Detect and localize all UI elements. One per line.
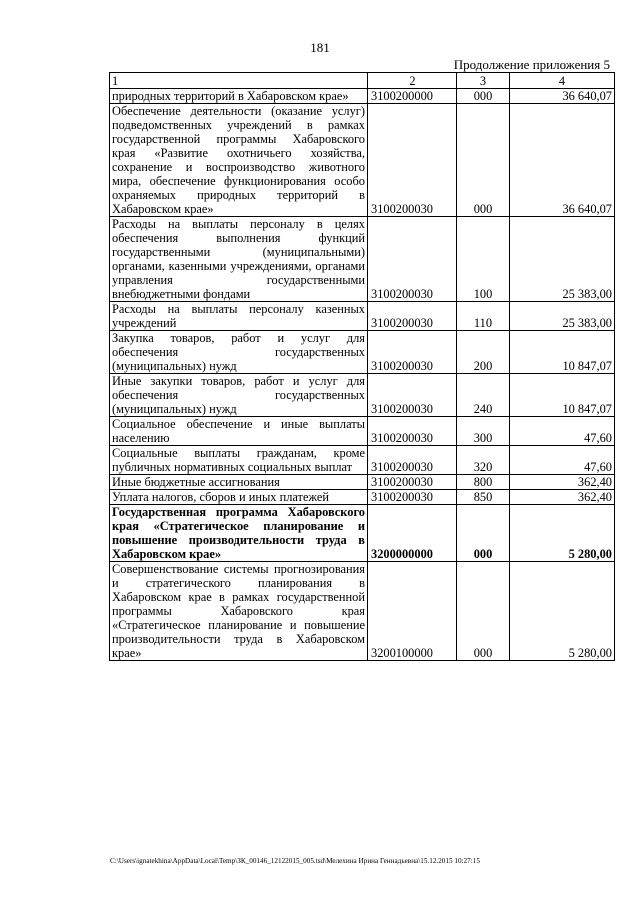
row-name-cell: Обеспечение деятельности (оказание услуг) подведомственных учреждений в рамках государственной программы Хабаровского края «Развитие охотничьего хозяйства, сохранение и воспроизводство животного мира, обеспечение функционирования особо охраняемых природных территорий в Хабаровском крае» [110, 104, 368, 217]
row-code-cell: 3100200030 [368, 446, 457, 475]
row-code-cell: 3100200030 [368, 302, 457, 331]
row-name-cell: Расходы на выплаты персоналу в целях обеспечения выполнения функций государственными (муниципальными) органами, казенными учреждениями, органами управления государственными внебюджетными фондами [110, 217, 368, 302]
row-amount-cell: 47,60 [510, 446, 615, 475]
table-row [110, 475, 615, 490]
table-row [110, 104, 615, 217]
row-name-cell: Расходы на выплаты персоналу казенных учреждений [110, 302, 368, 331]
header-col-4: 4 [510, 73, 615, 89]
row-amount-cell: 36 640,07 [510, 104, 615, 217]
table-row [110, 331, 615, 374]
row-code-cell: 3100200030 [368, 104, 457, 217]
row-name-cell: Закупка товаров, работ и услуг для обеспечения государственных (муниципальных) нужд [110, 331, 368, 374]
row-amount-cell: 5 280,00 [510, 562, 615, 661]
table-row [110, 417, 615, 446]
row-name-cell: Иные закупки товаров, работ и услуг для обеспечения государственных (муниципальных) нужд [110, 374, 368, 417]
row-type-cell: 000 [457, 562, 510, 661]
page-number: 181 [310, 40, 330, 55]
row-amount-cell: 36 640,07 [510, 89, 615, 104]
row-type-cell: 110 [457, 302, 510, 331]
row-name-cell: Уплата налогов, сборов и иных платежей [110, 490, 368, 505]
table-row [110, 562, 615, 661]
row-code-cell: 3100200030 [368, 331, 457, 374]
header-col-1: 1 [110, 73, 368, 89]
table-row [110, 217, 615, 302]
row-code-cell: 3100200000 [368, 89, 457, 104]
footer-file-path: C:\Users\ignatekhina\AppData\Local\Temp\ЗК_00146_12122015_005.tsd\Мелехина Ирина Геннадьевна\15.12.2015 10:27:15 [110, 857, 480, 865]
row-code-cell: 3100200030 [368, 374, 457, 417]
row-type-cell: 000 [457, 104, 510, 217]
row-amount-cell: 10 847,07 [510, 331, 615, 374]
row-name-cell: Государственная программа Хабаровского края «Стратегическое планирование и повышение производительности труда в Хабаровском крае» [110, 505, 368, 562]
row-amount-cell: 362,40 [510, 490, 615, 505]
table-row [110, 89, 615, 104]
budget-table [109, 72, 615, 661]
row-type-cell: 850 [457, 490, 510, 505]
table-row [110, 302, 615, 331]
table-row [110, 446, 615, 475]
table-header-row [110, 73, 615, 89]
header-col-3: 3 [457, 73, 510, 89]
header-col-2: 2 [368, 73, 457, 89]
row-type-cell: 100 [457, 217, 510, 302]
row-amount-cell: 47,60 [510, 417, 615, 446]
row-code-cell: 3100200030 [368, 417, 457, 446]
continuation-label: Продолжение приложения 5 [453, 57, 610, 72]
row-type-cell: 000 [457, 505, 510, 562]
row-type-cell: 800 [457, 475, 510, 490]
table-row [110, 505, 615, 562]
row-type-cell: 200 [457, 331, 510, 374]
row-code-cell: 3100200030 [368, 475, 457, 490]
row-amount-cell: 5 280,00 [510, 505, 615, 562]
row-type-cell: 240 [457, 374, 510, 417]
row-code-cell: 3200000000 [368, 505, 457, 562]
row-amount-cell: 25 383,00 [510, 217, 615, 302]
row-name-cell: Социальные выплаты гражданам, кроме публичных нормативных социальных выплат [110, 446, 368, 475]
table-row [110, 374, 615, 417]
row-type-cell: 000 [457, 89, 510, 104]
row-amount-cell: 25 383,00 [510, 302, 615, 331]
row-name-cell: Социальное обеспечение и иные выплаты населению [110, 417, 368, 446]
row-type-cell: 320 [457, 446, 510, 475]
row-name-cell: Совершенствование системы прогнозирования и стратегического планирования в Хабаровском крае в рамках государственной программы Хабаровского края «Стратегическое планирование и повышение производительности труда в Хабаровском крае» [110, 562, 368, 661]
row-code-cell: 3200100000 [368, 562, 457, 661]
row-code-cell: 3100200030 [368, 217, 457, 302]
row-amount-cell: 362,40 [510, 475, 615, 490]
table-row [110, 490, 615, 505]
row-amount-cell: 10 847,07 [510, 374, 615, 417]
row-name-cell: природных территорий в Хабаровском крае» [110, 89, 368, 104]
row-type-cell: 300 [457, 417, 510, 446]
row-code-cell: 3100200030 [368, 490, 457, 505]
row-name-cell: Иные бюджетные ассигнования [110, 475, 368, 490]
